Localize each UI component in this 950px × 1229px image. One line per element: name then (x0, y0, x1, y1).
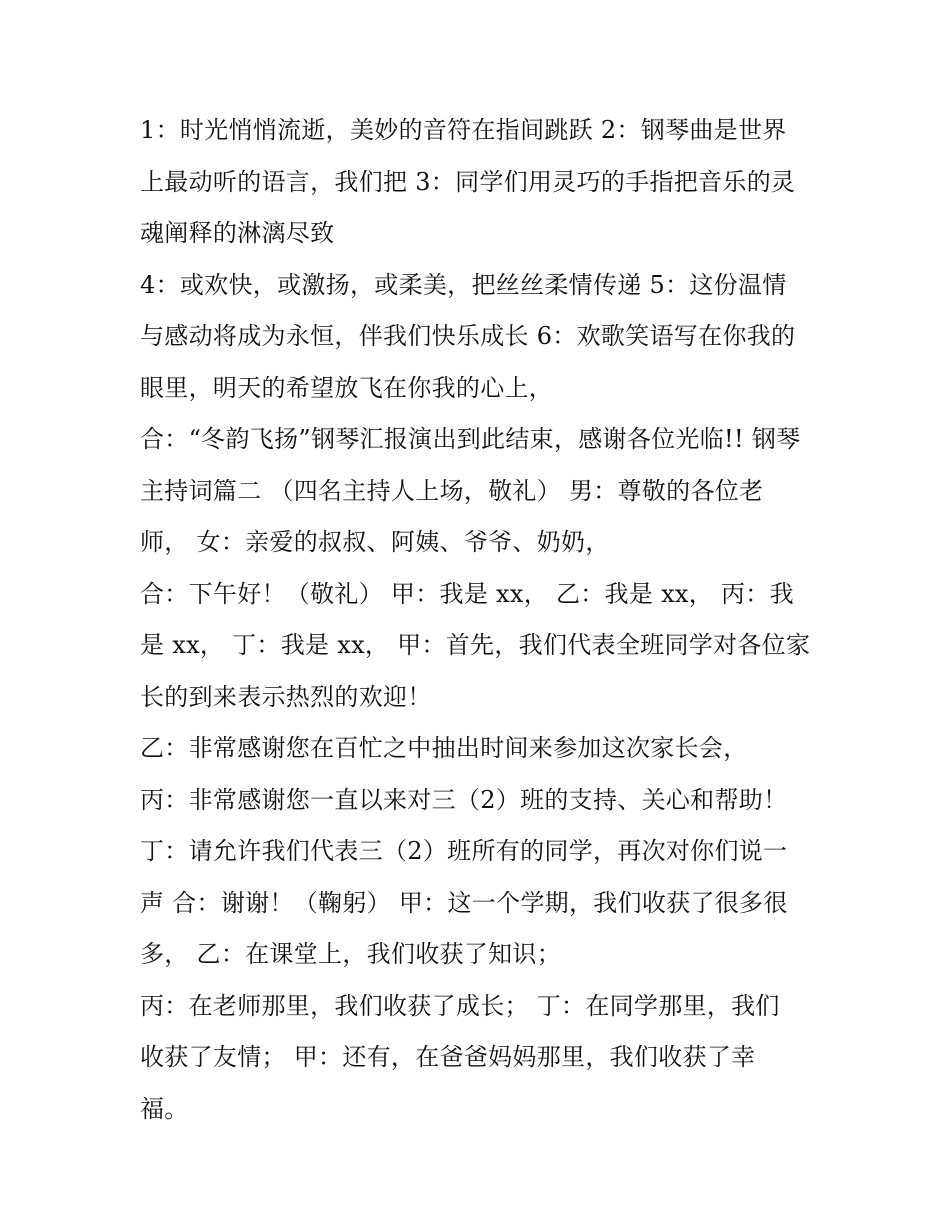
text-line: 声 合：谢谢！（鞠躬） 甲：这一个学期，我们收获了很多很 (140, 888, 788, 917)
text-line: 长的到来表示热烈的欢迎！ (140, 682, 432, 711)
text-line: 合：“冬韵飞扬”钢琴汇报演出到此结束，感谢各位光临!! 钢琴 (140, 425, 801, 453)
text-line: 师， 女：亲爱的叔叔、阿姨、爷爷、奶奶， (140, 528, 610, 556)
text-line: 丙：非常感谢您一直以来对三（2）班的支持、关心和帮助！ (140, 785, 788, 814)
text-line: 是 xx， 丁：我是 xx， 甲：首先，我们代表全班同学对各位家 (140, 631, 811, 659)
text-line: 主持词篇二 （四名主持人上场，敬礼） 男：尊敬的各位老 (140, 476, 764, 505)
text-line: 乙：非常感谢您在百忙之中抽出时间来参加这次家长会， (140, 734, 748, 762)
text-line: 丁：请允许我们代表三（2）班所有的同学，再次对你们说一 (140, 837, 788, 865)
text-line: 1：时光悄悄流逝，美妙的音符在指间跳跃 2：钢琴曲是世界 (140, 116, 787, 144)
text-line: 福。 (140, 1094, 189, 1123)
text-line: 魂阐释的淋漓尽致 (140, 219, 335, 247)
text-line: 眼里，明天的希望放飞在你我的心上， (140, 373, 554, 402)
text-line: 合：下午好！（敬礼） 甲：我是 xx， 乙：我是 xx， 丙：我 (140, 579, 794, 608)
text-line: 多， 乙：在课堂上，我们收获了知识； (140, 940, 562, 968)
text-line: 上最动听的语言，我们把 3：同学们用灵巧的手指把音乐的灵 (140, 167, 796, 196)
text-line: 收获了友情； 甲：还有，在爸爸妈妈那里，我们收获了幸 (140, 1043, 756, 1071)
text-line: 4：或欢快，或激扬，或柔美，把丝丝柔情传递 5：这份温情 (140, 270, 787, 299)
document-body (140, 105, 820, 1135)
text-line: 丙：在老师那里，我们收获了成长； 丁：在同学那里，我们 (140, 991, 780, 1020)
text-line: 与感动将成为永恒，伴我们快乐成长 6：欢歌笑语写在你我的 (140, 322, 796, 350)
